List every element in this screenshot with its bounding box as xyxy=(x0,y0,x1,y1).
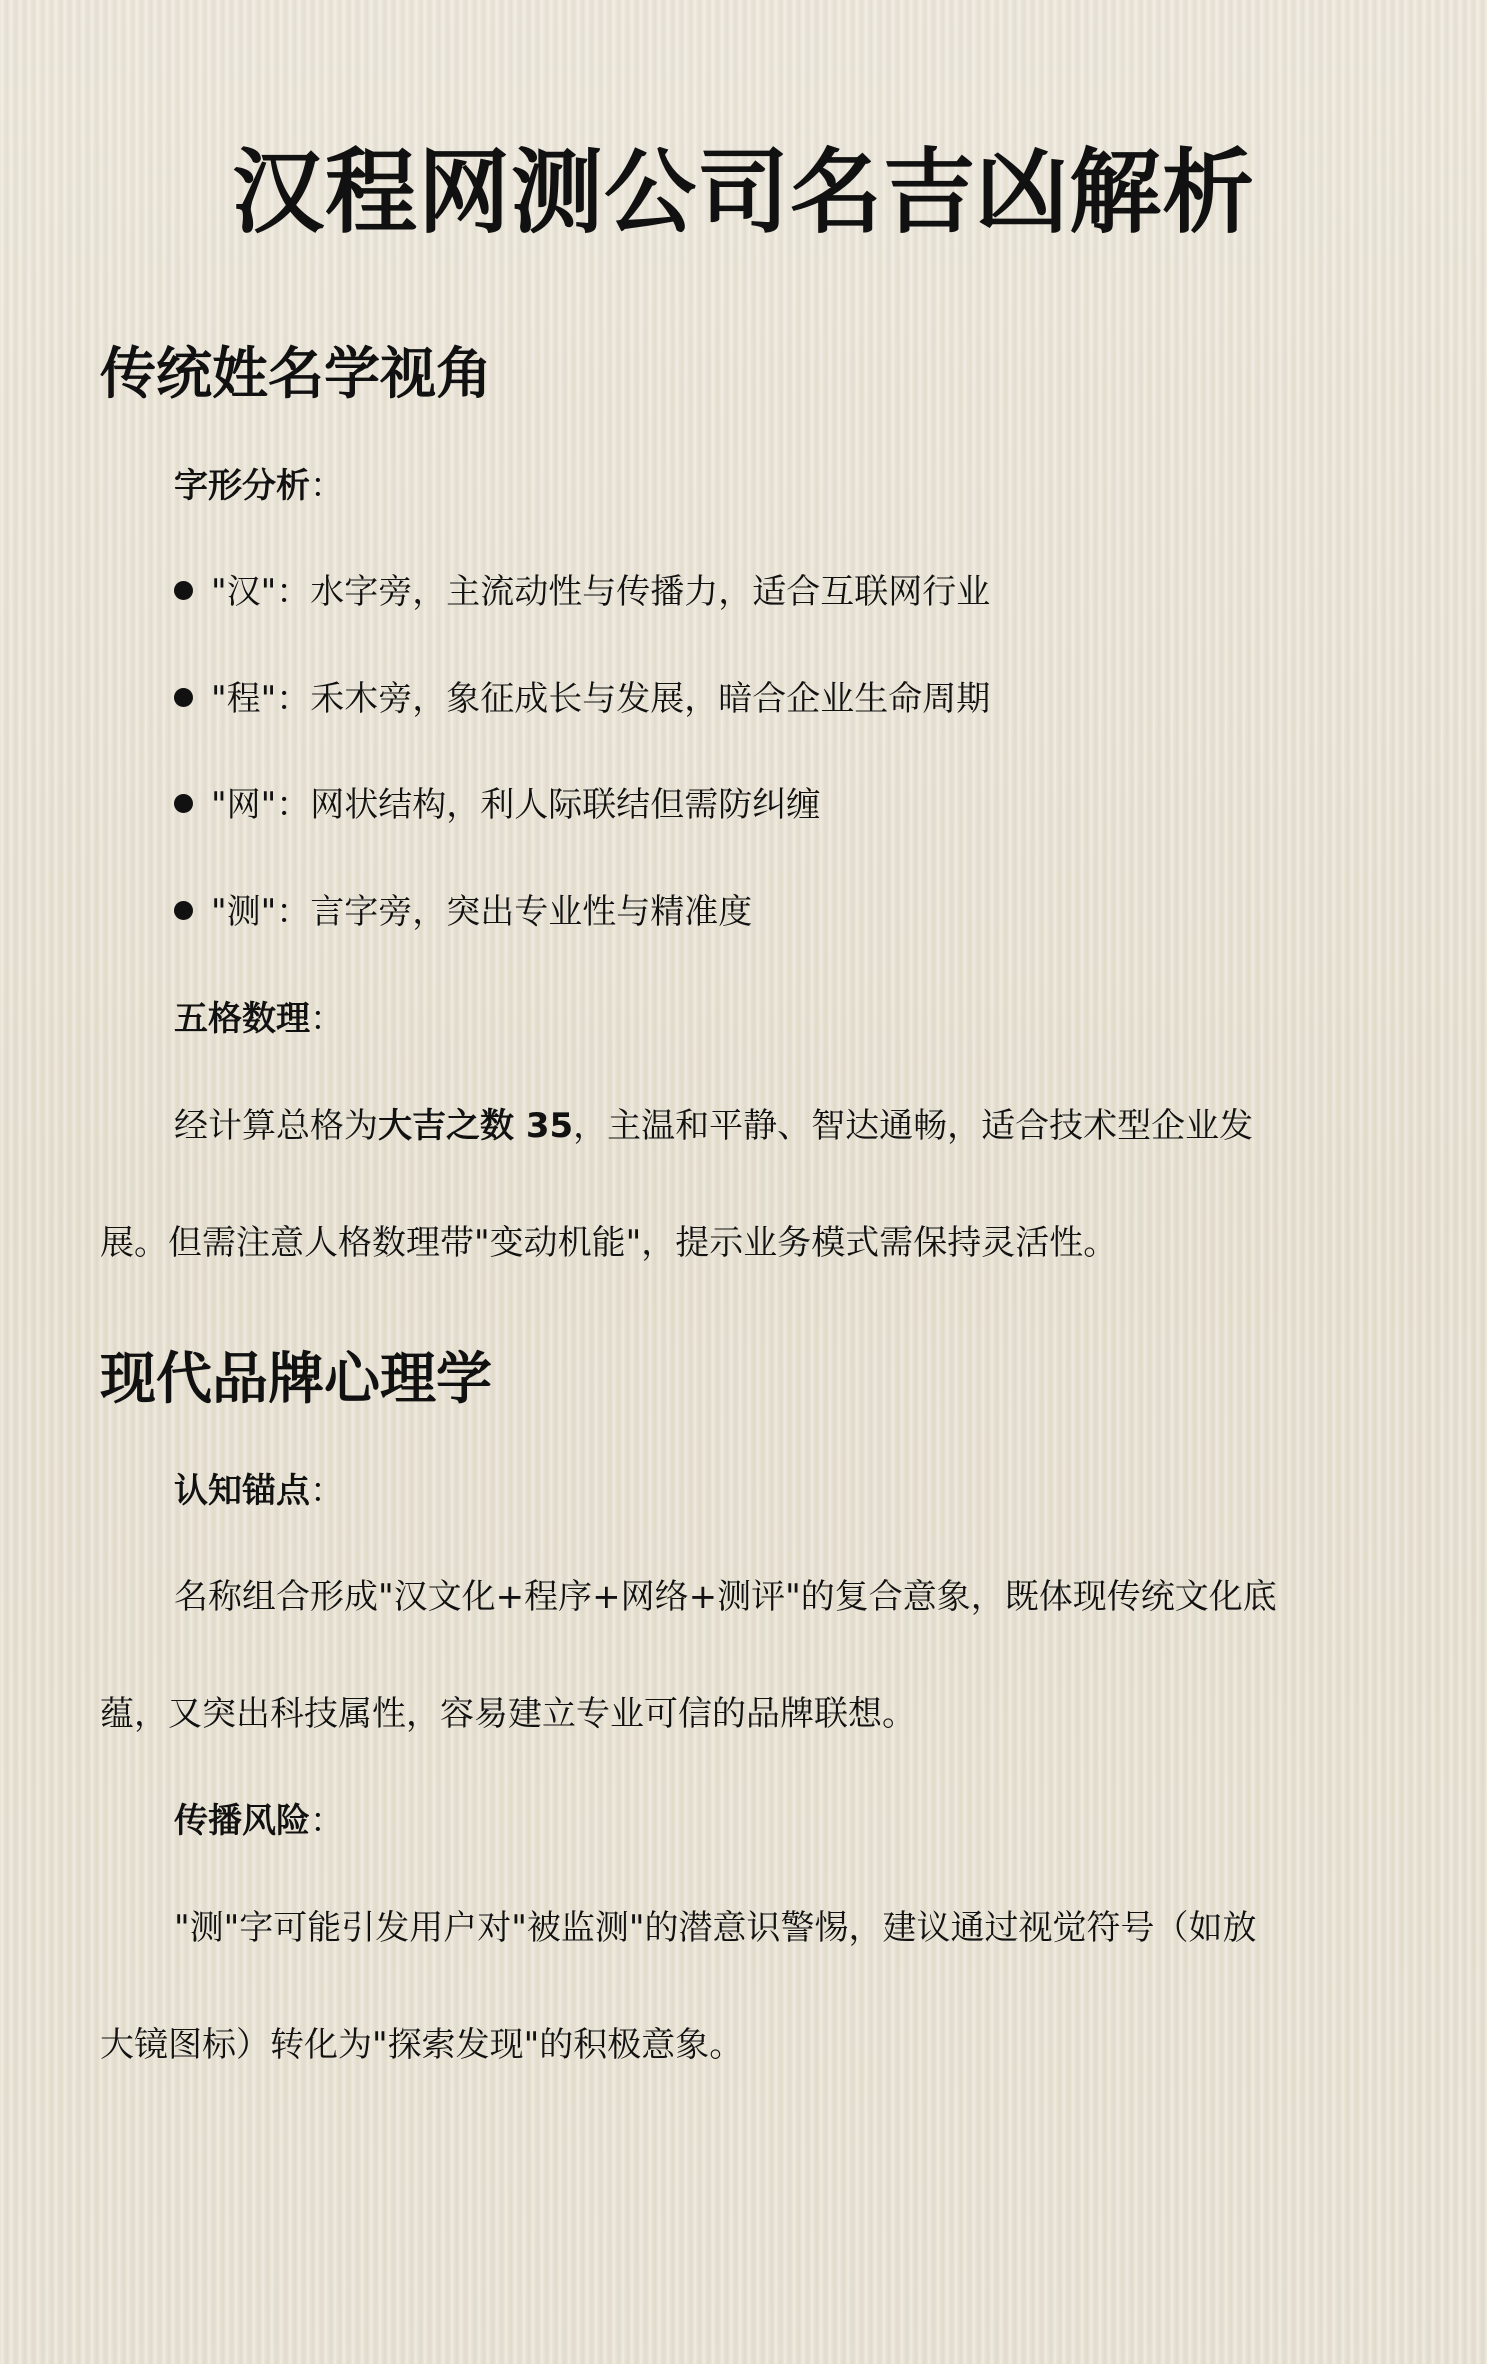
section-heading-traditional: 传统姓名学视角 xyxy=(100,342,492,407)
bullet-dot-icon xyxy=(174,794,193,813)
subheading-colon: ： xyxy=(310,1471,344,1511)
list-item-text: "网"：网状结构，利人际联结但需防纠缠 xyxy=(211,785,821,825)
subheading-colon: ： xyxy=(310,466,344,506)
bullet-dot-icon xyxy=(174,688,193,707)
paragraph-line xyxy=(174,1102,1253,1150)
subheading-label: 认知锚点 xyxy=(174,1471,310,1511)
list-item xyxy=(174,675,990,723)
section-heading-brand-psychology: 现代品牌心理学 xyxy=(100,1347,492,1412)
subheading-cognitive-anchor xyxy=(174,1467,344,1515)
page-title: 汉程网测公司名吉凶解析 xyxy=(231,139,1255,246)
subheading-label: 字形分析 xyxy=(174,466,310,506)
subheading-label: 传播风险 xyxy=(174,1801,310,1841)
paragraph-line xyxy=(100,1690,916,1738)
paragraph-text: 名称组合形成"汉文化+程序+网络+测评"的复合意象，既体现传统文化底 xyxy=(174,1577,1277,1617)
list-item-text: "汉"：水字旁，主流动性与传播力，适合互联网行业 xyxy=(211,572,991,612)
paragraph-text: "测"字可能引发用户对"被监测"的潜意识警惕，建议通过视觉符号（如放 xyxy=(174,1908,1257,1948)
list-item-text: "测"：言字旁，突出专业性与精准度 xyxy=(211,892,753,932)
subheading-label: 五格数理 xyxy=(174,999,310,1039)
list-item xyxy=(174,568,990,616)
subheading-glyph-analysis xyxy=(174,462,344,510)
list-item xyxy=(174,781,820,829)
paragraph-text: ，主温和平静、智达通畅，适合技术型企业发 xyxy=(573,1106,1254,1146)
paragraph-text: 展。但需注意人格数理带"变动机能"，提示业务模式需保持灵活性。 xyxy=(100,1223,1118,1263)
paragraph-line xyxy=(100,1219,1117,1267)
subheading-spread-risk xyxy=(174,1797,344,1845)
paragraph-line xyxy=(174,1904,1257,1952)
highlight-text: 大吉之数 35 xyxy=(378,1106,574,1146)
paragraph-line xyxy=(100,2021,743,2069)
subheading-five-grid xyxy=(174,995,344,1043)
list-item xyxy=(174,888,752,936)
paragraph-text: 蕴，又突出科技属性，容易建立专业可信的品牌联想。 xyxy=(100,1694,916,1734)
paragraph-text: 经计算总格为 xyxy=(174,1106,378,1146)
list-item-text: "程"：禾木旁，象征成长与发展，暗合企业生命周期 xyxy=(211,679,991,719)
paragraph-line xyxy=(174,1573,1277,1621)
subheading-colon: ： xyxy=(310,1801,344,1841)
subheading-colon: ： xyxy=(310,999,344,1039)
paragraph-text: 大镜图标）转化为"探索发现"的积极意象。 xyxy=(100,2025,744,2065)
bullet-dot-icon xyxy=(174,581,193,600)
bullet-dot-icon xyxy=(174,901,193,920)
